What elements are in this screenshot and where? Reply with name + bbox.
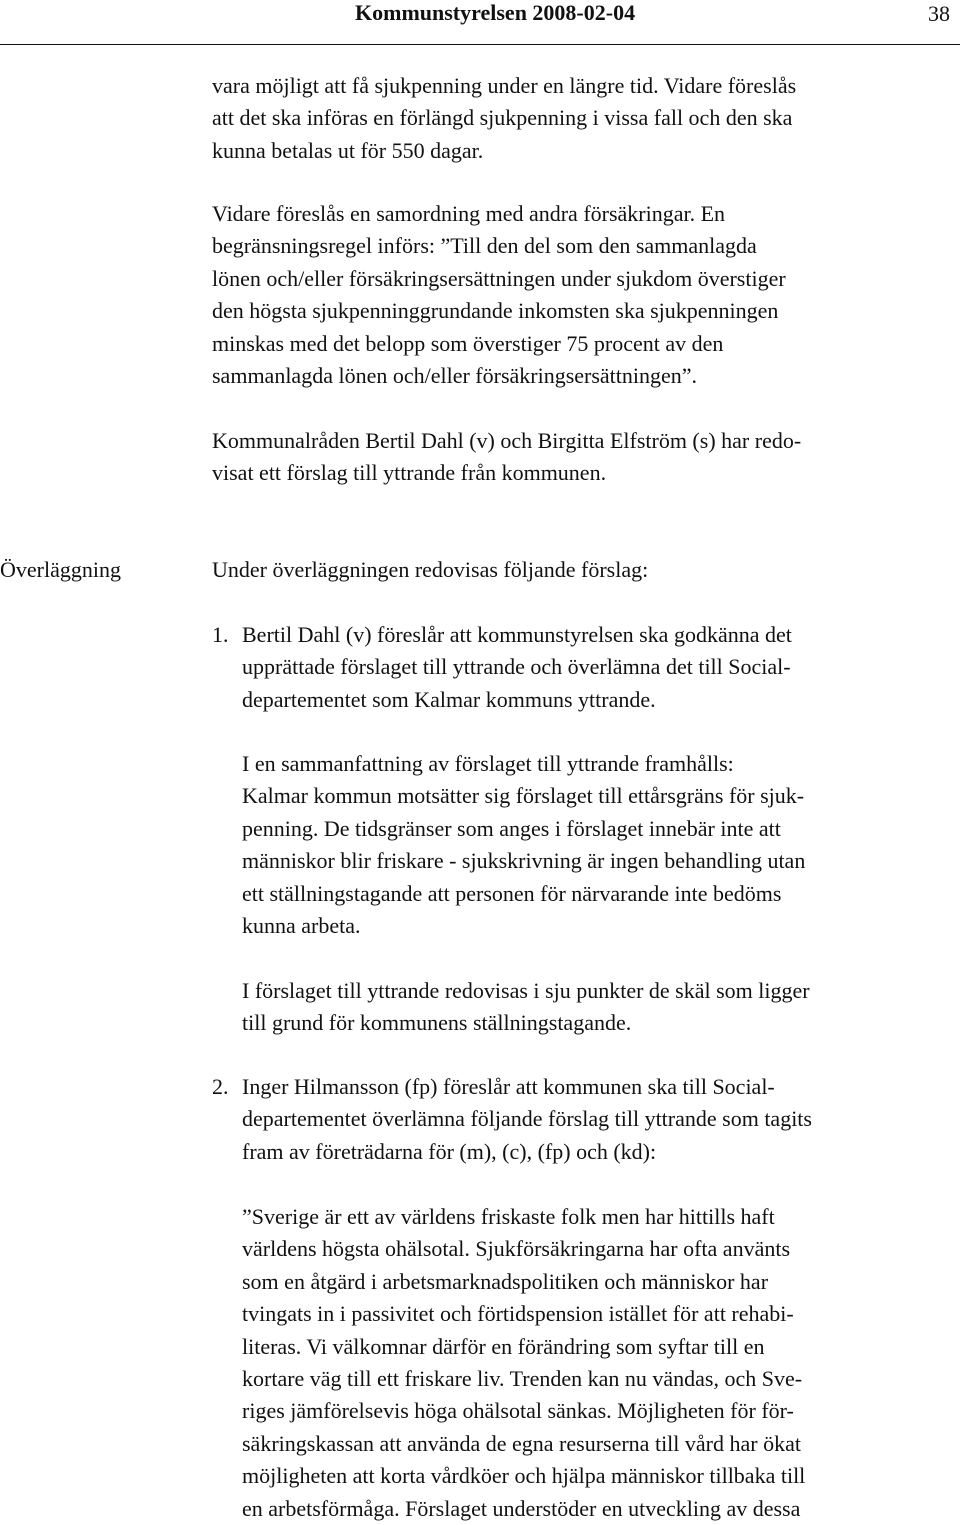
- text-line: den högsta sjukpenninggrundande inkomsten ska sjukpenningen: [212, 298, 779, 324]
- text-line: literas. Vi välkomnar därför en förändring som syftar till en: [242, 1333, 765, 1359]
- proposal-1-reasons: [242, 975, 810, 1040]
- text-line: kunna betalas ut för 550 dagar.: [212, 137, 484, 163]
- text-line: departementet överlämna följande förslag till yttrande som tagits: [242, 1106, 812, 1132]
- paragraph-sick-pay-duration: [212, 70, 796, 167]
- text-line: sammanlagda lönen och/eller försäkringsersättningen”.: [212, 363, 698, 389]
- text-line: departementet som Kalmar kommuns yttrande.: [242, 686, 656, 712]
- text-line: säkringskassan att använda de egna resurserna till vård har ökat: [242, 1430, 801, 1456]
- text-line: visat ett förslag till yttrande från kommunen.: [212, 460, 607, 486]
- text-line: vara möjligt att få sjukpenning under en längre tid. Vidare föreslås: [212, 73, 797, 98]
- text-line: Inger Hilmansson (fp) föreslår att kommunen ska till Social-: [242, 1074, 775, 1099]
- list-item-number: 1.: [212, 622, 229, 647]
- text-line: möjligheten att korta vårdköer och hjälpa människor tillbaka till: [242, 1463, 806, 1489]
- proposal-item-1: [242, 619, 792, 716]
- text-line: en arbetsförmåga. Förslaget understöder en utveckling av dessa: [242, 1495, 801, 1521]
- text-line: Under överläggningen redovisas följande förslag:: [212, 557, 649, 582]
- text-line: ”Sverige är ett av världens friskaste folk men har hittills haft: [242, 1204, 775, 1229]
- text-line: till grund för kommunens ställningstagande.: [242, 1010, 632, 1036]
- text-line: att det ska införas en förlängd sjukpenning i vissa fall och den ska: [212, 105, 793, 131]
- proposal-item-2: [242, 1071, 812, 1168]
- text-line: tvingats in i passivitet och förtidspension istället för att rehabi-: [242, 1301, 794, 1327]
- text-line: som en åtgärd i arbetsmarknadspolitiken och människor har: [242, 1268, 769, 1294]
- proposal-2-quote: [242, 1201, 805, 1525]
- text-line: ett ställningstagande att personen för närvarande inte bedöms: [242, 880, 782, 906]
- document-title: Kommunstyrelsen 2008-02-04: [355, 0, 636, 25]
- text-line: kortare väg till ett friskare liv. Trenden kan nu vändas, och Sve-: [242, 1366, 803, 1392]
- text-line: riges jämförelsevis höga ohälsotal sänkas. Möjligheten för för-: [242, 1398, 794, 1424]
- text-line: Vidare föreslås en samordning med andra försäkringar. En: [212, 201, 726, 226]
- text-line: I förslaget till yttrande redovisas i sju punkter de skäl som ligger: [242, 978, 810, 1003]
- paragraph-councillors-proposal: [212, 425, 801, 490]
- text-line: minskas med det belopp som överstiger 75 procent av den: [212, 330, 724, 356]
- text-line: begränsningsregel införs: ”Till den del som den sammanlagda: [212, 233, 757, 259]
- text-line: människor blir friskare - sjukskrivning är ingen behandling utan: [242, 848, 806, 874]
- page-number: 38: [928, 1, 950, 26]
- page-header: [0, 0, 960, 45]
- text-line: Kalmar kommun motsätter sig förslaget till ettårsgräns för sjuk-: [242, 783, 805, 809]
- text-line: penning. De tidsgränser som anges i förslaget innebär inte att: [242, 815, 781, 841]
- text-line: I en sammanfattning av förslaget till yttrande framhålls:: [242, 751, 734, 776]
- proposal-1-summary: [242, 748, 805, 942]
- section-label-deliberation: Överläggning: [0, 557, 121, 582]
- text-line: Kommunalråden Bertil Dahl (v) och Birgitta Elfström (s) har redo-: [212, 428, 802, 453]
- paragraph-coordination-rule: [212, 198, 786, 392]
- text-line: upprättade förslaget till yttrande och överlämna det till Social-: [242, 654, 791, 680]
- deliberation-intro: [212, 554, 648, 586]
- text-line: fram av företrädarna för (m), (c), (fp) och (kd):: [242, 1138, 657, 1164]
- text-line: Bertil Dahl (v) föreslår att kommunstyrelsen ska godkänna det: [242, 622, 792, 647]
- text-line: lönen och/eller försäkringsersättningen under sjukdom överstiger: [212, 265, 786, 291]
- list-item-number: 2.: [212, 1074, 229, 1099]
- text-line: världens högsta ohälsotal. Sjukförsäkringarna har ofta använts: [242, 1236, 791, 1262]
- text-line: kunna arbeta.: [242, 913, 361, 939]
